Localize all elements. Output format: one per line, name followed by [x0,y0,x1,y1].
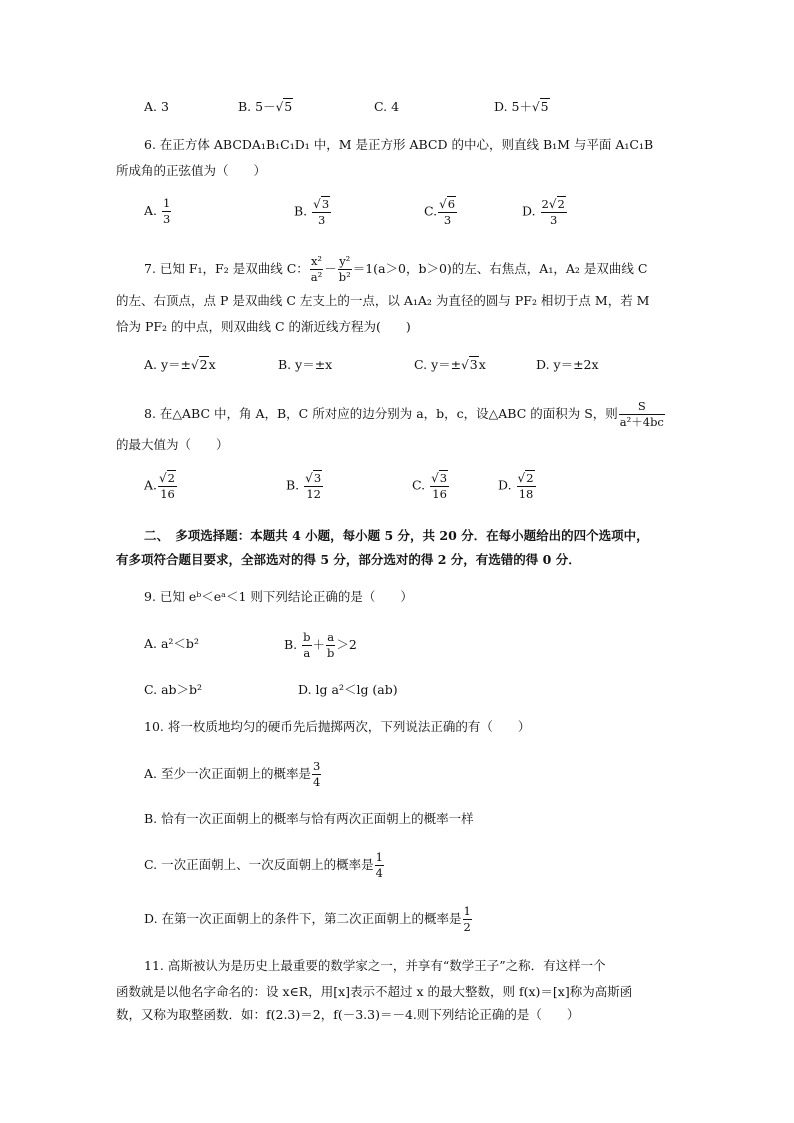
q7-stem-line1: 7. 已知 F₁，F₂ 是双曲线 C： $\frac{\text{x²}}{\text{a²}}$ － $\frac{\text{y²}}{\text{b²}}$ ＝1(a＞0，b＞0)的左、右焦点，A₁，A₂ 是双曲线 C [144,254,648,284]
q7-option-b: B. y＝±x [278,357,333,372]
q9-option-a: A. a²＜b² [144,636,199,651]
q9-option-b: B. $\frac{b}{a}$ ＋ $\frac{a}{b}$ ＞2 [284,630,357,660]
q6-stem-line1: 6. 在正方体 ABCDA₁B₁C₁D₁ 中，M 是正方形 ABCD 的中心，则直线 B₁M 与平面 A₁C₁B [144,137,654,152]
q5-option-d: D. 5＋√5 [494,99,549,114]
q10-stem: 10. 将一枚质地均匀的硬币先后抛掷两次，下列说法正确的有（ ） [144,719,531,734]
q11-stem-line2: 函数就是以他名字命名的：设 x∈R，用[x]表示不超过 x 的最大整数，则 f(x)＝[x]称为高斯函 [116,984,633,999]
q10-option-d: D. 在第一次正面朝上的条件下，第二次正面朝上的概率是 $\frac{1}{2}$ [144,904,471,934]
q9-option-d: D. lg a²＜lg (ab) [298,682,398,697]
q8-option-b: B. $\frac{√3}{12}$ [286,471,322,501]
q11-stem-line1: 11. 高斯被认为是历史上最重要的数学家之一，并享有“数学王子”之称．有这样一个 [144,958,606,973]
q8-stem-line1: 8. 在△ABC 中，角 A，B，C 所对应的边分别为 a，b，c，设△ABC 的面积为 S，则 $\frac{S}{\text{a²＋4bc}}$ [144,399,664,429]
q6-stem-line2: 所成角的正弦值为（ ） [116,163,267,178]
q8-option-d: D. $\frac{√2}{18}$ [498,471,534,501]
section2-heading-line2: 有多项符合题目要求，全部选对的得 5 分，部分选对的得 2 分，有选错的得 0 分． [116,552,581,567]
q8-option-c: C. $\frac{√3}{16}$ [412,471,448,501]
q8-option-a: A. $\frac{√2}{16}$ [144,471,175,501]
q8-stem-line2: 的最大值为（ ） [116,437,229,452]
q9-option-c: C. ab＞b² [144,682,203,697]
q6-option-d: D. $\frac{2√2}{3}$ [522,197,565,227]
q7-option-c: C. y＝±√3x [414,357,486,372]
q7-option-d: D. y＝±2x [536,357,599,372]
q6-option-a: A. $\frac{1}{3}$ [144,196,171,226]
q7-stem-line3: 恰为 PF₂ 的中点，则双曲线 C 的渐近线方程为( ) [116,319,411,334]
q6-option-b: B. $\frac{√3}{3}$ [294,197,330,227]
q6-option-c: C. $\frac{√6}{3}$ [424,197,456,227]
section2-heading-line1: 二、 多项选择题：本题共 4 小题，每小题 5 分，共 20 分．在每小题给出的四个选项中， [144,528,649,543]
q9-stem: 9. 已知 eᵇ＜eᵃ＜1 则下列结论正确的是（ ） [144,589,413,604]
q7-option-a: A. y＝±√2x [144,357,216,372]
q7-stem-line2: 的左、右顶点，点 P 是双曲线 C 左支上的一点，以 A₁A₂ 为直径的圆与 PF₂ 相切于点 M，若 M [116,293,650,308]
q11-stem-line3: 数，又称为取整函数．如：f(2.3)＝2，f(－3.3)＝－4.则下列结论正确的是（ ） [116,1007,580,1022]
q5-option-a: A. 3 [144,99,169,114]
q10-option-c: C. 一次正面朝上、一次反面朝上的概率是 $\frac{1}{4}$ [144,850,383,880]
q5-option-b: B. 5－√5 [238,99,293,114]
q10-option-b: B. 恰有一次正面朝上的概率与恰有两次正面朝上的概率一样 [144,811,474,826]
q10-option-a: A. 至少一次正面朝上的概率是 $\frac{3}{4}$ [144,759,321,789]
q5-option-c: C. 4 [374,99,400,114]
